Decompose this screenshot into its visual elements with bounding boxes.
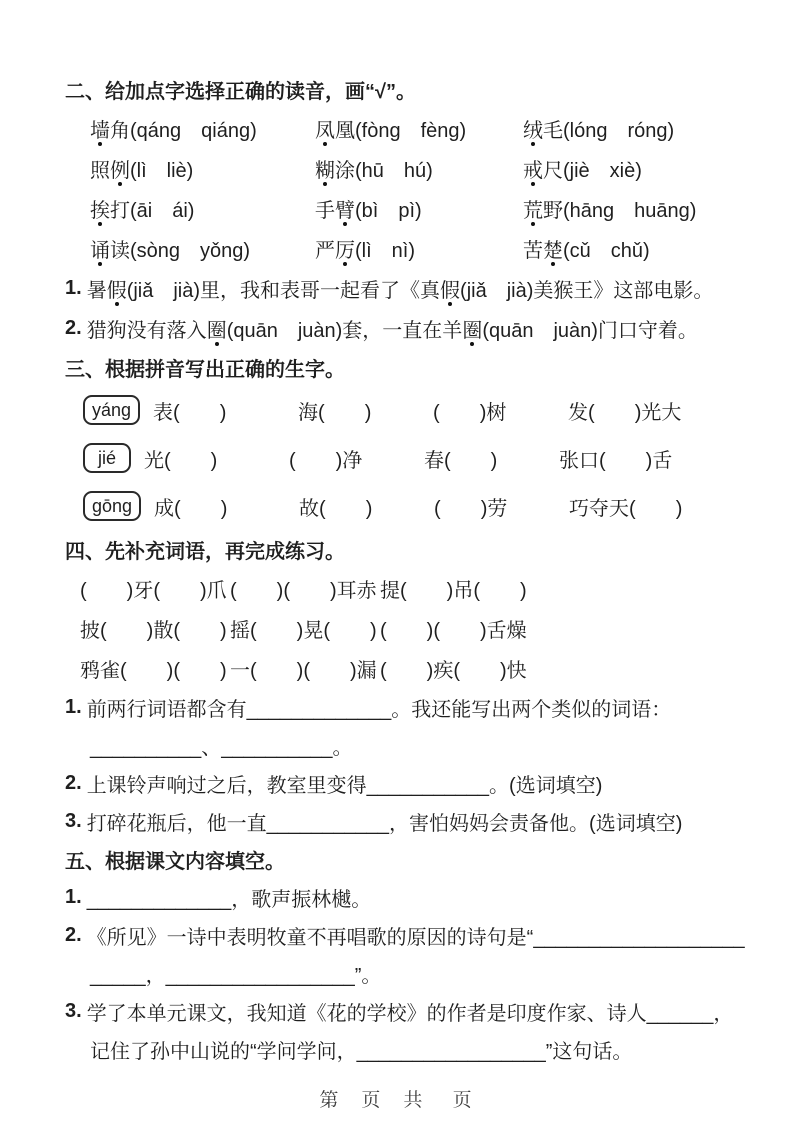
pronunciation-row (90, 228, 753, 268)
fill-word: 表( ) (153, 401, 227, 424)
question-line (65, 992, 753, 1030)
question-text: _____________，歌声振林樾。 (86, 888, 372, 911)
question-line (65, 688, 753, 726)
word-row (80, 568, 753, 608)
pinyin-box: gōng (83, 491, 141, 521)
section-word-completion (65, 530, 753, 840)
pronunciation-sentence-2 (65, 308, 753, 348)
fill-word: ( )净 (289, 449, 363, 472)
fill-word: ( )劳 (434, 497, 508, 520)
pinyin-box: jié (83, 443, 131, 473)
pinyin-items (153, 396, 753, 425)
question-line (65, 878, 753, 916)
question-text: 《所见》一诗中表明牧童不再唱歌的原因的诗句是“___________________ (86, 926, 745, 949)
section-2-title: 二、给加点字选择正确的读音，画“√”。 (65, 80, 416, 103)
pronunciation-row (90, 108, 753, 148)
question-line (65, 916, 753, 954)
fill-word: 成( ) (154, 497, 228, 520)
section-4-title: 四、先补充词语，再完成练习。 (65, 540, 345, 563)
fill-word: 发( )光大 (568, 401, 682, 424)
pinyin-items (144, 444, 753, 473)
fill-word: ( )树 (433, 401, 507, 424)
pronunciation-item: 墙角(qáng qiáng) (90, 119, 257, 142)
question-text: 记住了孙中山说的“学问学问，_________________”这句话。 (90, 1040, 633, 1063)
pronunciation-row (90, 188, 753, 228)
pronunciation-item: 手臂(bì pì) (315, 199, 422, 222)
sentence-text: 暑假(jiǎ jià)里，我和表哥一起看了《真假(jiǎ jià)美猴王》这部电影。 (86, 279, 714, 302)
section-text-fill-in (65, 840, 753, 1068)
fill-word: 巧夺天( ) (569, 497, 683, 520)
pronunciation-sentence-1 (65, 268, 753, 308)
question-number: 1. (65, 885, 82, 908)
section-5-title: 五、根据课文内容填空。 (65, 850, 285, 873)
pronunciation-item: 荒野(hāng huāng) (523, 199, 697, 222)
sentence-text: 猎狗没有落入圈(quān juàn)套，一直在羊圈(quān juàn)门口守着。 (86, 319, 698, 342)
pronunciation-item: 糊涂(hū hú) (315, 159, 433, 182)
pronunciation-item: 照例(lì liè) (90, 159, 194, 182)
pronunciation-row (90, 148, 753, 188)
idiom-blank: ( )牙( )爪 (80, 579, 227, 602)
idiom-blank: 一( )( )漏 (230, 659, 377, 682)
pinyin-box: yáng (83, 395, 140, 425)
idiom-blank: 摇( )晃( ) (230, 619, 377, 642)
section-pronunciation (65, 70, 753, 348)
idiom-blank: 披( )散( ) (80, 619, 227, 642)
question-number: 3. (65, 809, 82, 832)
idiom-blank: ( )( )耳赤 (230, 579, 377, 602)
idiom-blank: ( )疾( )快 (380, 659, 527, 682)
pinyin-row (83, 482, 753, 530)
fill-word: 海( ) (298, 401, 372, 424)
question-line-continuation (90, 1030, 753, 1068)
pronunciation-item: 苦楚(cǔ chǔ) (523, 239, 650, 262)
question-line (65, 764, 753, 802)
question-text: _____，_________________”。 (90, 964, 382, 987)
fill-word: 张口( )舌 (559, 449, 673, 472)
question-number: 2. (65, 771, 82, 794)
sentence-number: 1. (65, 276, 82, 299)
idiom-blank: 鸦雀( )( ) (80, 659, 227, 682)
question-text: 打碎花瓶后，他一直___________，害怕妈妈会责备他。(选词填空) (86, 812, 683, 835)
word-row (80, 648, 753, 688)
pronunciation-item: 挨打(āi ái) (90, 199, 195, 222)
question-line-continuation (90, 954, 753, 992)
question-number: 3. (65, 999, 82, 1022)
question-number: 2. (65, 923, 82, 946)
question-text: 学了本单元课文，我知道《花的学校》的作者是印度作家、诗人______， (86, 1002, 734, 1025)
pinyin-row (83, 434, 753, 482)
pronunciation-item: 凤凰(fòng fèng) (315, 119, 467, 142)
word-row (80, 608, 753, 648)
fill-word: 故( ) (299, 497, 373, 520)
page-footer: 第 页 共 页 (319, 1090, 474, 1111)
idiom-blank: 提( )吊( ) (380, 579, 527, 602)
section-pinyin-writing (65, 348, 753, 530)
question-line (65, 802, 753, 840)
question-text: 前两行词语都含有_____________。我还能写出两个类似的词语： (86, 698, 672, 721)
word-grid (80, 568, 753, 688)
fill-word: 春( ) (424, 449, 498, 472)
fill-word: 光( ) (144, 449, 218, 472)
question-text: __________、__________。 (90, 736, 353, 759)
question-number: 1. (65, 695, 82, 718)
idiom-blank: ( )( )舌燥 (380, 619, 527, 642)
pronunciation-item: 诵读(sòng yǒng) (90, 239, 251, 262)
pronunciation-item: 戒尺(jiè xiè) (523, 159, 642, 182)
question-text: 上课铃声响过之后，教室里变得___________。(选词填空) (86, 774, 603, 797)
pronunciation-item: 绒毛(lóng róng) (523, 119, 675, 142)
sentence-number: 2. (65, 316, 82, 339)
question-line-continuation (90, 726, 753, 764)
pronunciation-item: 严厉(lì nì) (315, 239, 415, 262)
section-3-title: 三、根据拼音写出正确的生字。 (65, 358, 345, 381)
pinyin-items (154, 492, 753, 521)
pronunciation-grid (90, 108, 753, 268)
pinyin-row (83, 386, 753, 434)
